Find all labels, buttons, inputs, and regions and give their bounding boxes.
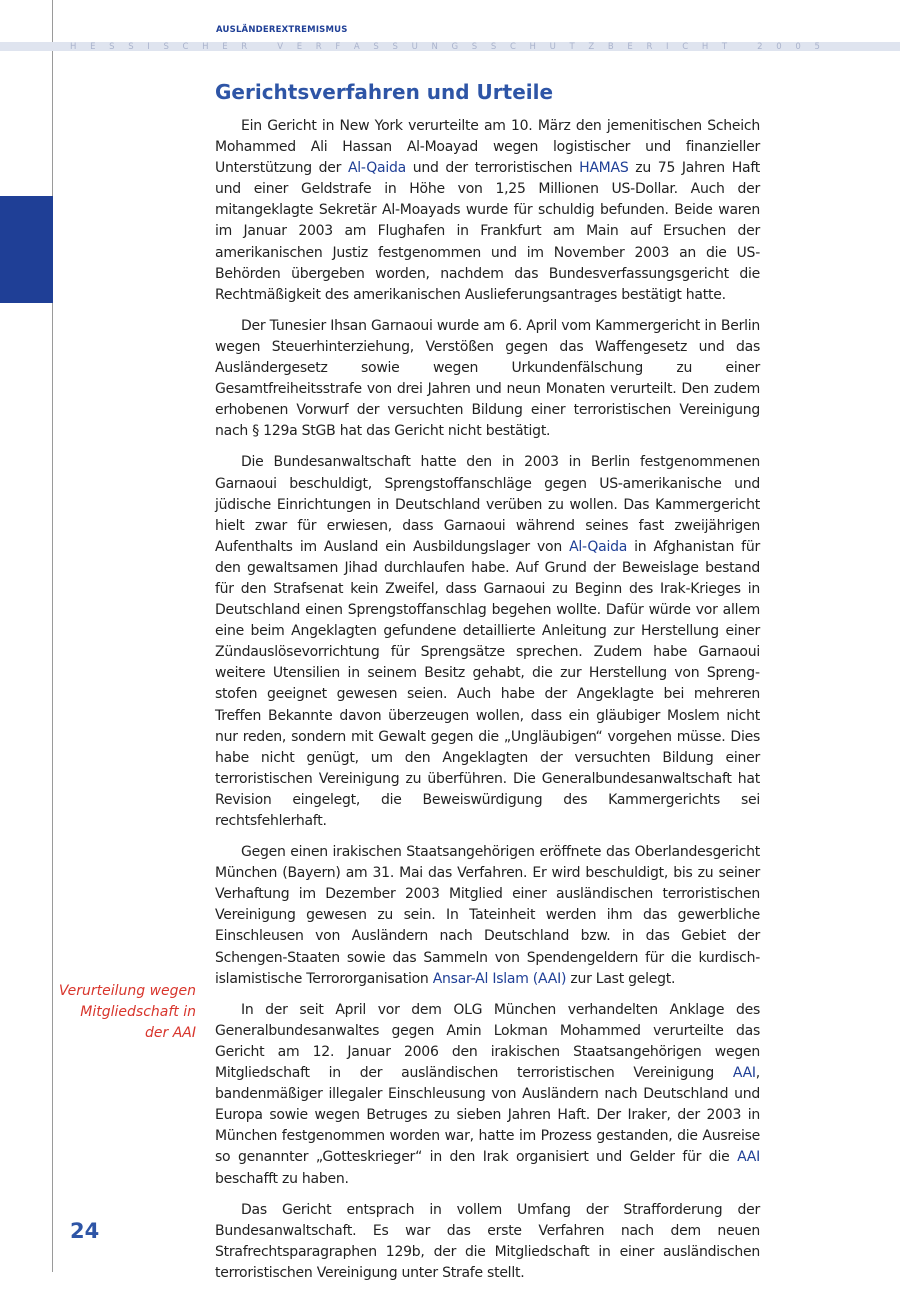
header-letter: E: [296, 41, 303, 52]
header-letter: S: [109, 41, 115, 52]
text-run: zu 75 Jahren Haft und einer Geldstrafe in Höhe von 1,25 Millionen US-Dollar. Auch der mitangeklagte Sekretär Al-Moayads wurde für schuldig befunden. Beide waren im Januar 2003 am Flughafen in Frankfurt am Main auf Ersuchen der amerikanischen Justiz festgenommen und im November 2003 an die US-Behörden übergeben worden, nachdem das Bundesverfassungsgericht die Rechtmäßigkeit des amerikanischen Auslieferungsantrages bestätigt hatte.: [215, 160, 760, 303]
organisation-name: Al-Qaida: [347, 160, 406, 177]
header-letter: S: [373, 41, 379, 52]
header-letter: V: [277, 41, 284, 52]
text-run: Gegen einen irakischen Staatsangehörigen eröffnete das Oberlandesgericht München (Bayern) am 31. Mai das Verfahren. Er wird beschuldigt, bis zu seiner Verhaftung im Dezember 2003 Mitglied einer ausländischen terroristischen Vereinigung gewesen zu sein. In Tateinheit werden ihm das gewerbliche Einschleusen von Ausländern nach Deutschland bzw. in das Gebiet der Schengen-Staaten sowie das Sammeln von Spendengeldern für die kurdisch-islamistische Terrororganisation: [215, 844, 760, 987]
section-label: AUSLÄNDEREXTREMISMUS: [216, 25, 348, 35]
body-paragraph: [215, 452, 760, 832]
header-letter: S: [471, 41, 478, 52]
body-paragraph: [215, 116, 760, 306]
header-letter: E: [222, 41, 228, 52]
header-letter: T: [569, 41, 575, 52]
header-letter: G: [451, 41, 459, 52]
chapter-tab-marker: [0, 196, 53, 303]
header-letter: U: [411, 41, 418, 52]
header-letter: [261, 42, 264, 53]
text-run: Die Bundesanwaltschaft hatte den in 2003 in Berlin festgenommenen Garnaoui beschuldigt, Sprengstoffanschläge gegen US-amerikanische und jüdische Einrichtungen in Deutschland verüben zu wollen. Das Kammergericht hielt zwar für erwiesen, dass Garnaoui während seines fast zweijährigen Aufenthalts im Ausland ein Ausbildungslager von: [215, 454, 760, 555]
body-paragraph: [215, 842, 760, 990]
text-run: Der Tunesier Ihsan Garnaoui wurde am 6. April vom Kammergericht in Berlin wegen Steuerhinterziehung, Verstößen gegen das Waffengesetz und das Ausländergesetz sowie wegen Urkundenfälschung zu einer Gesamtfreiheitsstrafe von drei Jahren und neun Monaten verurteilt. Den zudem erhobenen Vorwurf der versuchten Bildung einer terroristischen Vereinigung nach § 129a StGB hat das Gericht nicht bestätigt.: [215, 317, 760, 440]
text-run: und der terroristischen: [405, 160, 580, 177]
body-paragraph: [215, 1200, 760, 1284]
header-letter: R: [646, 41, 653, 52]
header-letter: I: [147, 41, 150, 52]
header-letter: 0: [776, 41, 782, 52]
text-run: Das Gericht entsprach in vollem Umfang der Strafforderung der Bundesanwaltschaft. Es war das erste Verfahren nach dem neuen Strafrechtsparagraphen 129b, der die Mitgliedschaft in einer ausländischen terroristischen Vereinigung unter Strafe stellt.: [215, 1201, 760, 1281]
header-letter: S: [128, 41, 134, 52]
page-number: 24: [70, 1219, 100, 1243]
header-letter: B: [607, 41, 614, 52]
page-title: Gerichtsverfahren und Urteile: [215, 80, 554, 104]
header-letter: R: [241, 41, 248, 52]
header-letter: S: [490, 41, 497, 52]
header-letter: S: [392, 41, 398, 52]
header-letter: S: [163, 41, 169, 52]
header-letter: Z: [588, 41, 595, 52]
header-letter: F: [335, 41, 341, 52]
header-letter: A: [353, 41, 360, 52]
text-run: beschafft zu haben.: [215, 1170, 349, 1187]
header-letter: I: [666, 41, 669, 52]
header-letter: T: [721, 41, 728, 52]
text-run: Ein Gericht in New York verurteilte am 10. März den jemenitischen Scheich Mohammed Ali Hassan Al-Moayad wegen logistischer und finanzieller Unterstützung der: [215, 118, 760, 177]
header-letter: C: [682, 41, 689, 52]
header-letter: 0: [795, 41, 801, 52]
article-body: [215, 116, 760, 1294]
page-margin-line: [52, 0, 53, 1272]
running-header: [70, 42, 820, 53]
text-run: , bandenmäßiger illegaler Einschleusung von Ausländern nach Deutschland und Europa sowie wegen Betruges zu sieben Jahren Haft. Der Iraker, der 2003 in München festgenommen worden war, hatte im Prozess gestanden, die Ausreise so genannter „Gotteskrieger“ in den Irak organisiert und Gelder für die: [215, 1065, 760, 1166]
header-letter: H: [529, 41, 536, 52]
header-letter: H: [202, 41, 209, 52]
header-letter: H: [701, 41, 709, 52]
header-letter: C: [182, 41, 189, 52]
header-letter: R: [315, 41, 322, 52]
organisation-name: AAI: [737, 1149, 760, 1166]
text-run: in Afghanistan für den gewaltsamen Jihad durchlaufen habe. Auf Grund der Beweislage bestand für den Strafsenat kein Zweifel, dass Garnaoui zu Beginn des Irak-Krieges in Deutschland einen Sprengstoffanschlag begehen wollte. Dafür würde vor allem eine beim Angeklagten gefundene detaillierte Anleitung zur Herstellung einer Zündauslösevorrichtung für Sprengsätze sprechen. Zudem habe Garnaoui weitere Utensilien in seinem Besitz gehabt, die zur Herstellung von Sprengstofen geeignet gewesen seien. Auch habe der Angeklagte bei mehreren Treffen Bekannte davon überzeugen wollen, dass ein gläubiger Moslem nicht nur reden, sondern mit Gewalt gegen die „Ungläubigen“ vorgehen müsse. Dies habe nicht genügt, um den Angeklagten der versuchten Bildung einer terroristischen Vereinigung zu überführen. Die Generalbundesanwaltschaft hat Revision eingelegt, die Beweiswürdigung des Kammergerichts sei rechtsfehlerhaft.: [215, 538, 760, 829]
text-run: zur Last gelegt.: [566, 970, 676, 987]
body-paragraph: [215, 316, 760, 443]
header-letter: [741, 42, 744, 53]
margin-note: Verurteilung wegen Mitgliedschaft in der AAI: [58, 983, 196, 1041]
organisation-name: Ansar-Al Islam (AAI): [432, 970, 567, 987]
header-letter: 5: [814, 41, 820, 52]
organisation-name: Al-Qaida: [569, 538, 628, 555]
body-paragraph: [215, 1000, 760, 1190]
header-letter: C: [509, 41, 516, 52]
header-letter: U: [549, 41, 556, 52]
header-letter: E: [627, 41, 633, 52]
organisation-name: AAI: [732, 1065, 756, 1082]
header-letter: 2: [757, 41, 763, 52]
header-letter: H: [70, 41, 77, 52]
header-letter: E: [90, 41, 96, 52]
organisation-name: HAMAS: [579, 160, 629, 177]
text-run: In der seit April vor dem OLG München verhandelten Anklage des Generalbundesanwaltes gegen Amin Lokman Mohammed verurteilte das Gericht am 12. Januar 2006 den irakischen Staatsangehörigen wegen Mitgliedschaft in der ausländischen terroristischen Vereinigung: [215, 1001, 760, 1082]
header-letter: N: [431, 41, 438, 52]
